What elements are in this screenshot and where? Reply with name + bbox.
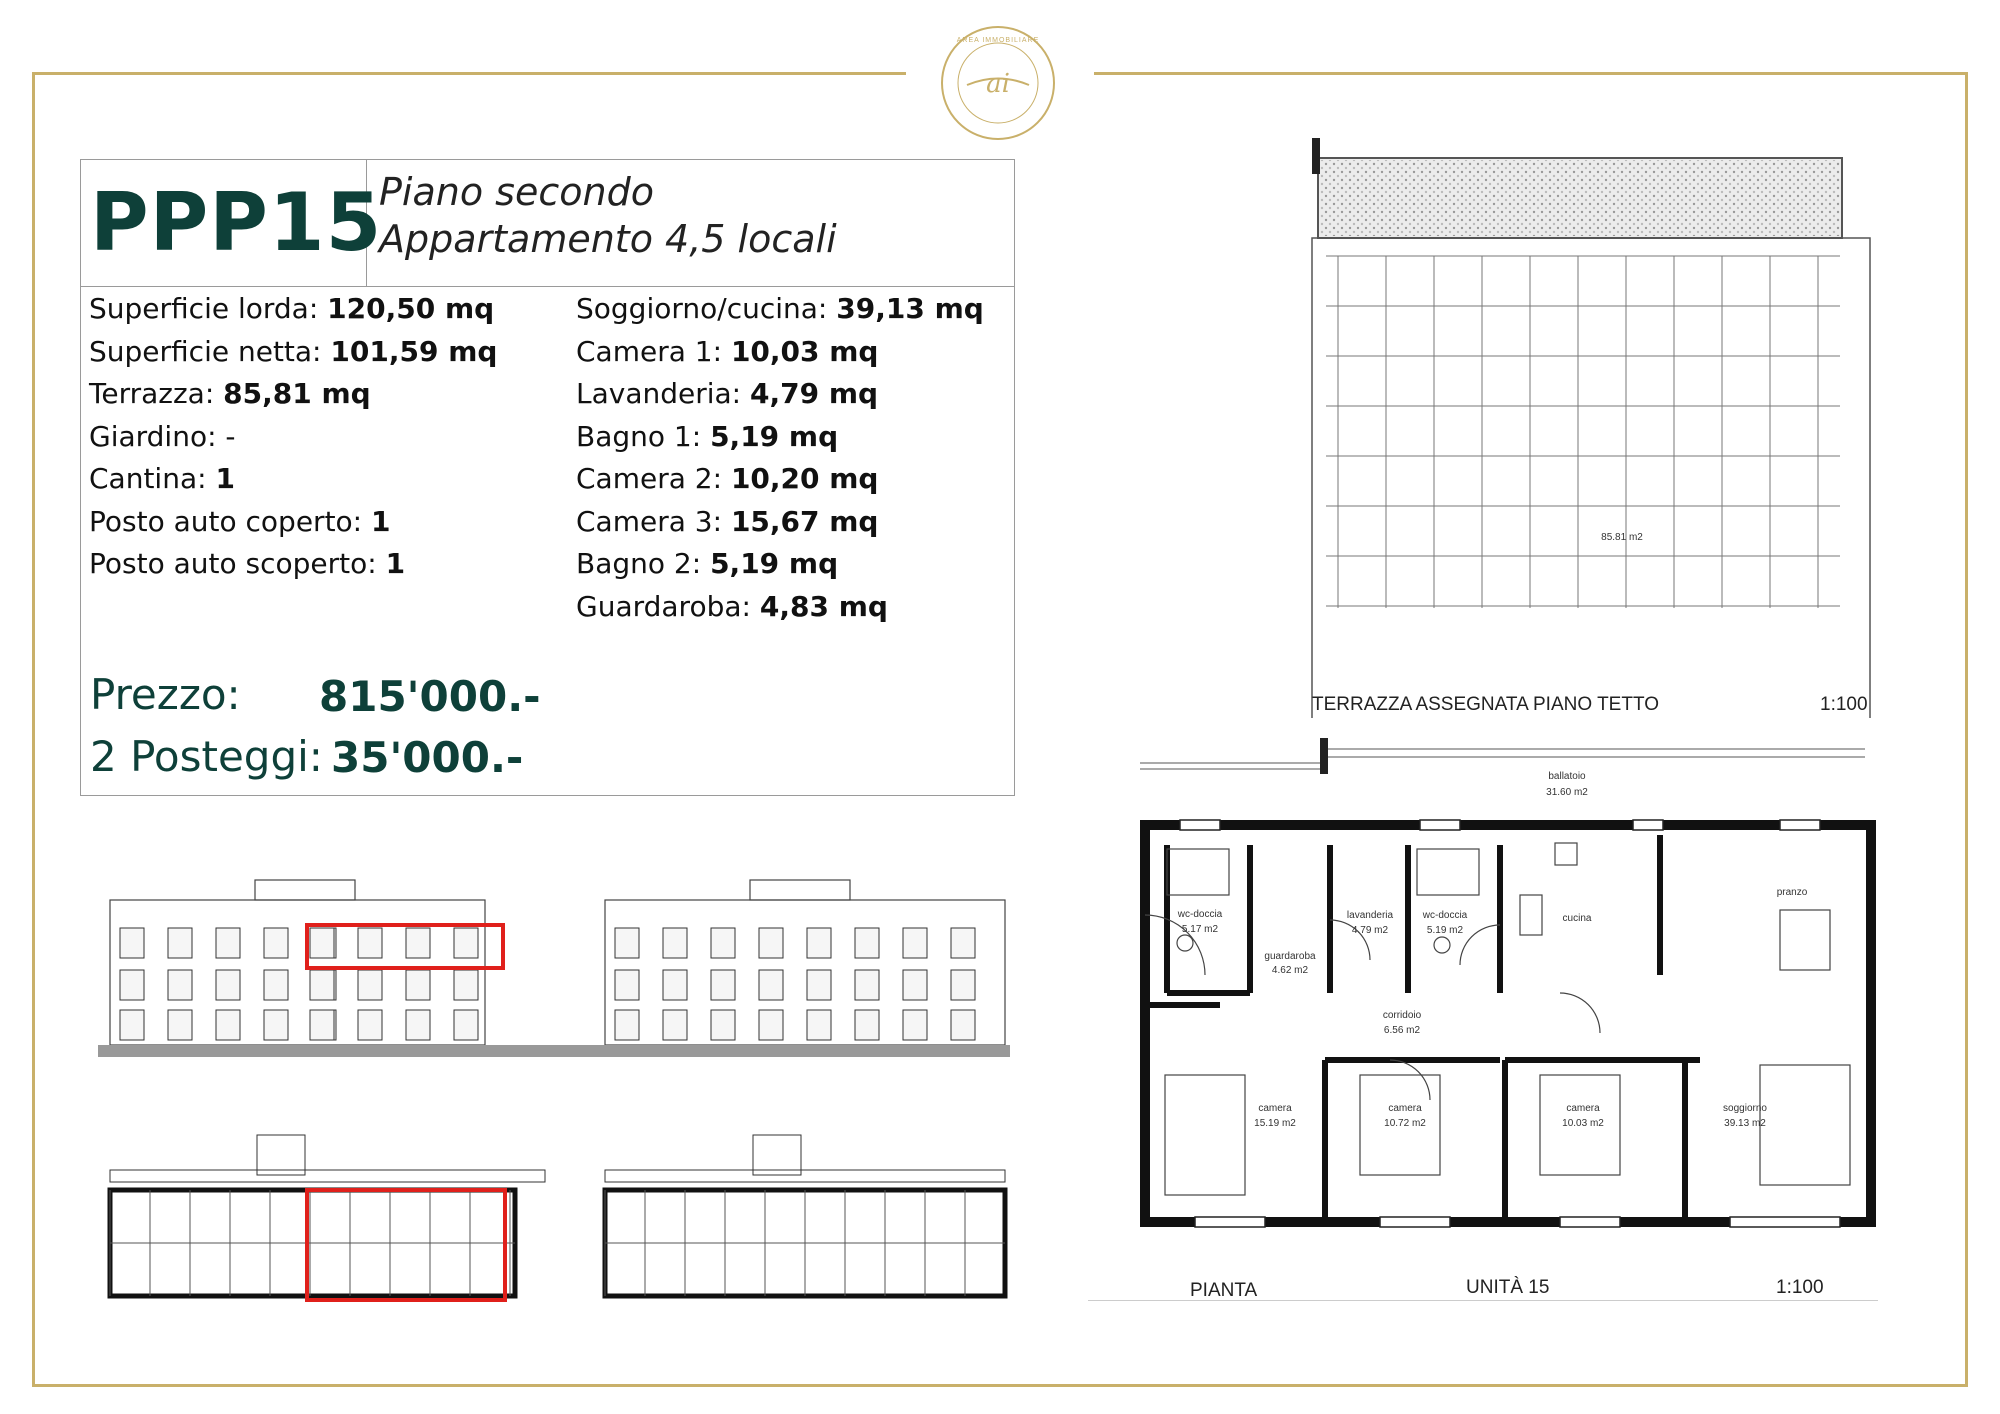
spec-left-value: 101,59 mq <box>330 334 498 368</box>
elevation-window <box>759 928 783 958</box>
elevation-window <box>807 928 831 958</box>
spec-right-label: Camera 3: <box>576 504 731 538</box>
room-camera2-name: camera <box>1388 1103 1422 1114</box>
room-camera3-area: 15.19 m2 <box>1254 1118 1296 1129</box>
elevation-window <box>951 1010 975 1040</box>
elevation-window <box>406 1010 430 1040</box>
logo-initials: ai <box>986 69 1010 99</box>
elevation-window <box>406 928 430 958</box>
elevation-window <box>216 1010 240 1040</box>
spec-left-label: Cantina: <box>89 462 216 495</box>
elevation-window <box>310 970 334 1000</box>
spec-right-row <box>576 590 888 623</box>
elevation-window <box>264 928 288 958</box>
elevation-window <box>807 1010 831 1040</box>
elevation-window <box>663 970 687 1000</box>
spec-right-label: Lavanderia: <box>576 377 751 410</box>
room-pranzo-name: pranzo <box>1776 887 1808 898</box>
elevation-window <box>310 928 334 958</box>
spec-right-row <box>576 462 878 495</box>
terrace-plan <box>1300 138 1880 718</box>
spec-right-row <box>576 420 838 453</box>
room-camera1-name: camera <box>1566 1103 1600 1114</box>
spec-right-row <box>576 292 984 325</box>
spec-right-label: Soggiorno/cucina: <box>576 292 837 325</box>
elevation-window <box>358 1010 382 1040</box>
spec-right-value: 10,20 mq <box>730 462 879 495</box>
elevation-window <box>358 970 382 1000</box>
room-guardaroba-name: guardaroba <box>1264 951 1316 962</box>
spec-right-row <box>576 505 878 538</box>
room-lavanderia-name: lavanderia <box>1346 910 1394 921</box>
elevation-window <box>855 1010 879 1040</box>
elevation-window <box>759 970 783 1000</box>
unit-code-cell <box>81 160 383 287</box>
elevation-window <box>264 970 288 1000</box>
elevation-window <box>615 928 639 958</box>
spec-left-label: Posto auto coperto: <box>89 504 372 538</box>
spec-left-row <box>89 462 235 495</box>
elevation-window <box>663 928 687 958</box>
elevation-window <box>903 970 927 1000</box>
spec-right-value: 5,19 mq <box>710 547 839 580</box>
plan-footer-center: UNITÀ 15 <box>1466 1277 1550 1298</box>
elevation-window <box>310 1010 334 1040</box>
room-wc2-name: wc-doccia <box>1422 910 1468 921</box>
building-floor-plans <box>95 1130 1015 1310</box>
spec-left-row <box>89 420 236 453</box>
spec-left-row <box>89 335 497 368</box>
elevation-window <box>903 1010 927 1040</box>
frame-right <box>1965 72 1968 1386</box>
price-value: 815'000.- <box>319 672 541 721</box>
spec-left-row <box>89 547 405 580</box>
room-ballatoio-area: 31.60 m2 <box>1546 787 1588 798</box>
unit-type: Appartamento 4,5 locali <box>379 217 837 261</box>
spec-left-label: Superficie netta: <box>89 334 331 368</box>
logo-ring-text: AREA IMMOBILIARE <box>956 37 1040 44</box>
room-camera3-name: camera <box>1258 1103 1292 1114</box>
spec-right-label: Camera 2: <box>576 462 731 495</box>
room-guardaroba-area: 4.62 m2 <box>1271 965 1309 976</box>
spec-right-value: 15,67 mq <box>730 504 879 538</box>
spec-left-value: 85,81 mq <box>223 377 371 410</box>
elevation-window <box>663 1010 687 1040</box>
spec-left-label: Posto auto scoperto: <box>89 547 386 580</box>
spec-left-label: Terrazza: <box>89 377 224 410</box>
room-ballatoio-name: ballatoio <box>1548 771 1586 782</box>
spec-right-label: Guardaroba: <box>576 589 760 623</box>
elevation-window <box>120 970 144 1000</box>
elevation-window <box>807 970 831 1000</box>
terrace-plan-title: TERRAZZA ASSEGNATA PIANO TETTO <box>1312 694 1660 715</box>
spec-left-value: 1 <box>371 504 391 538</box>
elevation-window <box>711 1010 735 1040</box>
price-label: Prezzo: <box>90 670 241 719</box>
elevation-window <box>120 1010 144 1040</box>
terrace-area-label: 85.81 m2 <box>1601 532 1643 543</box>
unit-info-card <box>80 159 1015 796</box>
elevation-window <box>615 1010 639 1040</box>
room-camera2-area: 10.72 m2 <box>1384 1118 1426 1129</box>
spec-right-label: Bagno 1: <box>576 419 711 453</box>
elevation-window <box>454 970 478 1000</box>
elevation-window <box>951 970 975 1000</box>
elevation-window <box>120 928 144 958</box>
parking-value: 35'000.- <box>331 733 524 782</box>
spec-left-label: Giardino: - <box>89 419 236 453</box>
room-wc2-area: 5.19 m2 <box>1426 925 1464 936</box>
elevation-window <box>454 1010 478 1040</box>
room-wc1-name: wc-doccia <box>1177 909 1223 920</box>
spec-left-row <box>89 505 391 538</box>
spec-right-row <box>576 547 838 580</box>
elevation-window <box>358 928 382 958</box>
frame-bottom <box>32 1384 1968 1387</box>
spec-right-row <box>576 377 878 410</box>
elevation-window <box>406 970 430 1000</box>
elevation-window <box>855 970 879 1000</box>
frame-left <box>32 72 35 1386</box>
room-lavanderia-area: 4.79 m2 <box>1351 925 1389 936</box>
spec-left-value: 120,50 mq <box>327 292 495 325</box>
room-corridoio-area: 6.56 m2 <box>1383 1025 1421 1036</box>
elevation-window <box>168 928 192 958</box>
room-wc1-area: 5.17 m2 <box>1181 924 1219 935</box>
unit-header <box>367 160 1014 287</box>
spec-right-label: Bagno 2: <box>576 547 711 580</box>
spec-left-row <box>89 377 371 410</box>
unit-floor: Piano secondo <box>379 170 654 214</box>
spec-left-label: Superficie lorda: <box>89 292 328 325</box>
building-elevation <box>95 870 1015 1070</box>
spec-right-value: 39,13 mq <box>836 292 984 325</box>
room-corridoio-name: corridoio <box>1382 1010 1422 1021</box>
room-camera1-area: 10.03 m2 <box>1562 1118 1604 1129</box>
parking-label: 2 Posteggi: <box>90 732 323 781</box>
plan-footer-left: PIANTA <box>1190 1280 1258 1301</box>
spec-right-label: Camera 1: <box>576 334 731 368</box>
spec-left-value: 1 <box>215 462 235 495</box>
elevation-window <box>615 970 639 1000</box>
elevation-window <box>216 928 240 958</box>
elevation-window <box>951 928 975 958</box>
elevation-window <box>168 1010 192 1040</box>
room-soggiorno-name: soggiorno <box>1723 1103 1767 1114</box>
spec-right-value: 10,03 mq <box>730 334 879 368</box>
elevation-window <box>711 970 735 1000</box>
spec-left-value: 1 <box>385 547 406 580</box>
brand-logo <box>937 22 1059 144</box>
room-soggiorno-area: 39.13 m2 <box>1724 1118 1766 1129</box>
elevation-window <box>264 1010 288 1040</box>
spec-right-value: 4,83 mq <box>759 589 888 623</box>
elevation-window <box>454 928 478 958</box>
spec-right-value: 5,19 mq <box>710 419 839 453</box>
frame-top-left <box>32 72 906 75</box>
elevation-window <box>903 928 927 958</box>
elevation-window <box>216 970 240 1000</box>
elevation-window <box>759 1010 783 1040</box>
unit-floor-plan <box>1140 735 1880 1235</box>
room-cucina-name: cucina <box>1562 913 1592 924</box>
spec-right-row <box>576 335 878 368</box>
elevation-window <box>711 928 735 958</box>
unit-code: PPP15 <box>90 176 383 269</box>
spec-left-row <box>89 292 494 325</box>
elevation-window <box>168 970 192 1000</box>
terrace-plan-scale: 1:100 <box>1820 694 1868 715</box>
frame-top-right <box>1094 72 1968 75</box>
elevation-window <box>855 928 879 958</box>
spec-right-value: 4,79 mq <box>750 377 879 410</box>
plan-footer-right: 1:100 <box>1776 1277 1824 1298</box>
